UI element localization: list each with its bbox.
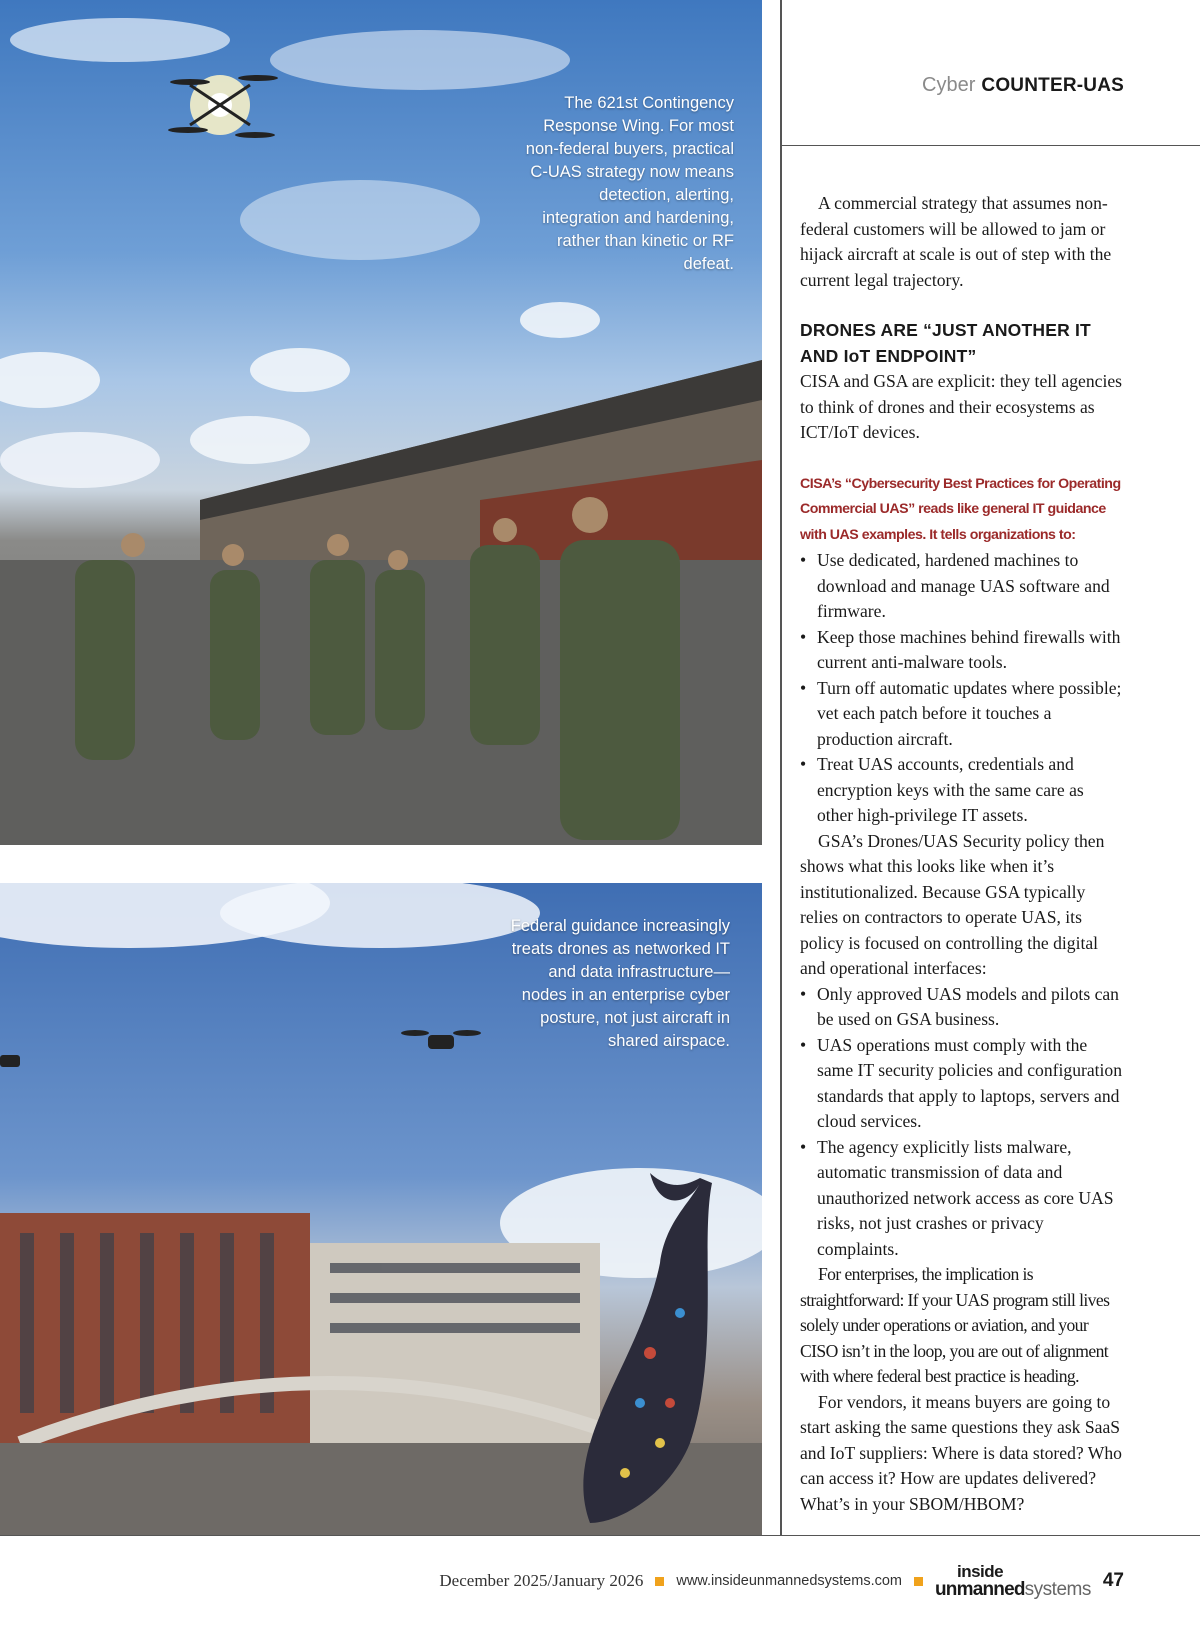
page-number: 47 [1102, 1570, 1124, 1591]
footer-divider [0, 1535, 1200, 1536]
photo-caption-top: The 621st Contingency Response Wing. For most non-federal buyers, practical C-UAS strategy now means detection, alerting, integration and hardening, rather than kinetic or RF defeat. [525, 94, 734, 273]
section-header [860, 74, 1124, 97]
list-item: • Keep those machines behind firewalls with current anti-malware tools. [800, 625, 1124, 676]
section-title: COUNTER-UAS [981, 75, 1124, 96]
intro-paragraph: A commercial strategy that assumes non-federal customers will be allowed to jam or hijack aircraft at scale is out of step with the current legal trajectory. [800, 193, 1112, 290]
issue-date: December 2025/January 2026 [439, 1571, 644, 1590]
header-divider [780, 145, 1200, 146]
logo-inside: inside [957, 1562, 1004, 1581]
website-url: www.insideunmannedsystems.com [676, 1573, 902, 1589]
list-item: • The agency explicitly lists malware, automatic transmission of data and unauthorized network access as core UAS risks, not just crashes or privacy complaints. [800, 1135, 1124, 1263]
separator-square-icon [655, 1577, 664, 1586]
page-footer [0, 1563, 1124, 1599]
paragraph-ict-iot: CISA and GSA are explicit: they tell agencies to think of drones and their ecosystems as ICT/IoT devices. [800, 371, 1122, 442]
list-item: • Only approved UAS models and pilots can be used on GSA business. [800, 982, 1124, 1033]
separator-square-icon [914, 1577, 923, 1586]
paragraph-vendors: For vendors, it means buyers are going to start asking the same questions they ask SaaS and IoT suppliers: Where is data stored? Who can access it? How are updates delivered? What’s in your SBOM/HBOM? [800, 1391, 1122, 1514]
section-kicker: Cyber [922, 74, 976, 96]
article-subhead: DRONES ARE “JUST ANOTHER IT AND IoT ENDPOINT” [800, 320, 1091, 366]
column-divider [780, 0, 782, 1536]
article-column [800, 191, 1124, 1517]
paragraph-enterprises: For enterprises, the implication is straightforward: If your UAS program still lives solely under operations or aviation, and your CISO isn’t in the loop, you are out of alignment with where federal best practice is heading. [800, 1264, 1110, 1386]
list-item: • UAS operations must comply with the same IT security policies and configuration standards that apply to laptops, servers and cloud services. [800, 1033, 1124, 1135]
magazine-logo [935, 1563, 1091, 1599]
list-item: • Treat UAS accounts, credentials and encryption keys with the same care as other high-privilege IT assets. [800, 752, 1124, 829]
cisa-callout: CISA’s “Cybersecurity Best Practices for Operating Commercial UAS” reads like general IT guidance with UAS examples. It tells organizations to: [800, 475, 1121, 543]
paragraph-gsa-policy: GSA’s Drones/UAS Security policy then shows what this looks like when it’s institutionalized. Because GSA typically relies on contractors to operate UAS, its policy is focused on controlling the digital and operational interfaces: [800, 830, 1105, 978]
logo-unmanned: unmanned [935, 1579, 1025, 1600]
photo-caption-bottom: Federal guidance increasingly treats drones as networked IT and data infrastructure—nodes in an enterprise cyber posture, not just aircraft in shared airspace. [510, 917, 730, 1050]
logo-systems: systems [1024, 1579, 1091, 1600]
gsa-policy-list [800, 982, 1124, 1263]
list-item: • Use dedicated, hardened machines to download and manage UAS software and firmware. [800, 548, 1124, 625]
list-item: • Turn off automatic updates where possible; vet each patch before it touches a production aircraft. [800, 676, 1124, 753]
cisa-practices-list [800, 548, 1124, 829]
